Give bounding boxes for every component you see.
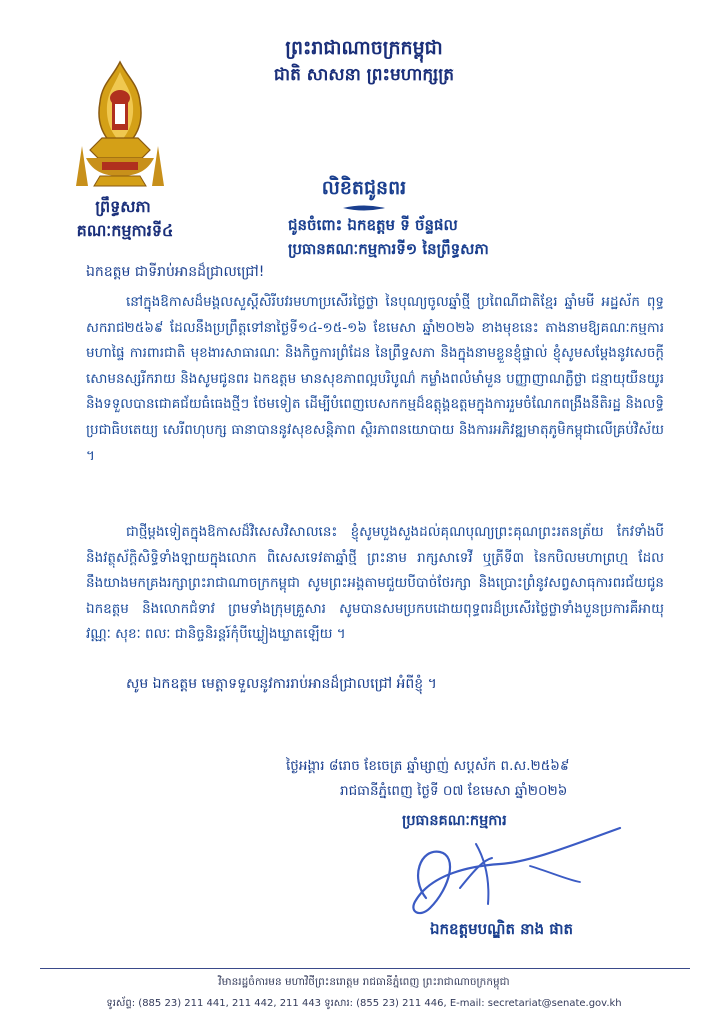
national-motto: ជាតិ សាសនា ព្រះមហាក្សត្រ bbox=[273, 65, 455, 85]
footer-address: វិមានរដ្ឋចំការមន មហាវិថីព្រះនរោត្តម រាជធានីភ្នំពេញ ព្រះរាជាណាចក្រកម្ពុជា bbox=[218, 976, 510, 988]
solar-date: រាជធានីភ្នំពេញ ថ្ងៃទី ០៧ ខែមេសា ឆ្នាំ២០២៦ bbox=[340, 783, 568, 799]
salutation: ឯកឧត្តម ជាទីរាប់អានដ៏ជ្រាលជ្រៅ! bbox=[86, 264, 265, 280]
handwritten-signature bbox=[380, 808, 660, 928]
senate-emblem-icon bbox=[72, 58, 168, 190]
body-paragraph-2: ជាថ្មីម្តងទៀតក្នុងឱកាសដ៏វិសេសវិសាលនេះ ខ្ញុំសូមបួងសួងដល់គុណបុណ្យព្រះគុណព្រះរតនត្រ័យ កែវទាំងបី និងវត្ថុស័ក្តិសិទ្ធិទាំងឡាយក្នុងលោក ពិសេសទេវតាឆ្នាំថ្មី ព្រះនាម រាក្សសាទេវី ឬត្រីទី៣ នៃកបិលមហាព្រហ្ម ដែលនឹងយាងមកគ្រងរក្សាព្រះរាជាណាចក្រកម្ពុជា សូមព្រះអង្គតាមជួយបីបាច់ថែរក្សា និងប្រោះព្រំនូវសព្វសាធុការពរជ័យជូន ឯកឧត្តម និងលោកជំទាវ ព្រមទាំងក្រុមគ្រួសារ សូមបានសមប្រកបដោយពុទ្ធពរដ៏ប្រសើរថ្លៃថ្លាទាំងបួនប្រការគឺអាយុ វណ្ណៈ សុខៈ ពលៈ ជានិច្ចនិរន្តរ៍កុំបីឃ្លៀងឃ្លាតឡើយ ។ bbox=[86, 524, 664, 643]
footer-divider bbox=[40, 968, 690, 969]
footer-contact: ទូរស័ព្ទ: (885 23) 211 441, 211 442, 211 443 ទូរសារ: (855 23) 211 446, E-mail: secretariat@senate.gov.kh bbox=[106, 998, 622, 1009]
document-title: លិខិតជូនពរ bbox=[321, 177, 407, 199]
body-paragraph-1: នៅក្នុងឱកាសដ៏មង្គលសួស្តីសិរីបវរមហាប្រសើរថ្លៃថ្លា នៃបុណ្យចូលឆ្នាំថ្មី ប្រពៃណីជាតិខ្មែរ ឆ្នាំមមី អដ្ឋស័ក ពុទ្ធសករាជ២៥៦៩ ដែលនឹងប្រព្រឹត្តទៅនាថ្ងៃទី១៤-១៥-១៦ ខែមេសា ឆ្នាំ២០២៦ ខាងមុខនេះ តាងនាមឱ្យគណៈកម្មការមហាផ្ទៃ ការពារជាតិ មុខងារសាធារណៈ និងកិច្ចការព្រំដែន នៃព្រឹទ្ធសភា និងក្នុងនាមខ្លួនខ្ញុំផ្ទាល់ ខ្ញុំសូមសម្តែងនូវសេចក្តីសោមនស្សរីករាយ និងសូមជូនពរ ឯកឧត្តម មានសុខភាពល្អបរិបូណ៌ កម្លាំងពលំមាំមួន បញ្ញាញាណភ្លឺថ្លា ជន្មាយុយឺនយូរ និងទទួលបានជោគជ័យធំធេងថ្មីៗ ថែមទៀត ដើម្បីបំពេញបេសកកម្មដ៏ឧត្តុង្គឧត្តមក្នុងការរួមចំណែកពង្រឹងនីតិរដ្ឋ និងលទ្ធិប្រជាធិបតេយ្យ សេរីពហុបក្ស ធានាបាននូវសុខសន្តិភាព ស្ថិរភាពនយោបាយ និងការអភិវឌ្ឍមាតុភូមិកម្ពុជាលើគ្រប់វិស័យ ។ bbox=[86, 294, 664, 464]
kingdom-header: ព្រះរាជាណាចក្រកម្ពុជា bbox=[285, 37, 443, 59]
body-paragraph-3: សូម ឯកឧត្តម មេត្តាទទួលនូវការរាប់អានដ៏ជ្រាលជ្រៅ អំពីខ្ញុំ ។ bbox=[126, 676, 437, 692]
signer-title: ប្រធានគណៈកម្មការ bbox=[402, 813, 507, 829]
sender-org: ព្រឹទ្ធសភា bbox=[95, 197, 151, 216]
recipient-line: ជូនចំពោះ ឯកឧត្តម ទី ច័ន្ទផល bbox=[288, 216, 458, 234]
recipient-role: ប្រធានគណៈកម្មការទី១ នៃព្រឹទ្ធសភា bbox=[288, 240, 489, 258]
lunar-date: ថ្ងៃអង្គារ ៨រោច ខែចេត្រ ឆ្នាំម្សាញ់ សប្តស័ក ព.ស.២៥៦៩ bbox=[286, 758, 570, 774]
signer-name: ឯកឧត្តមបណ្ឌិត នាង ផាត bbox=[430, 920, 574, 938]
title-ornament-icon bbox=[343, 204, 385, 212]
sender-commission: គណៈកម្មការទី៤ bbox=[76, 221, 174, 240]
